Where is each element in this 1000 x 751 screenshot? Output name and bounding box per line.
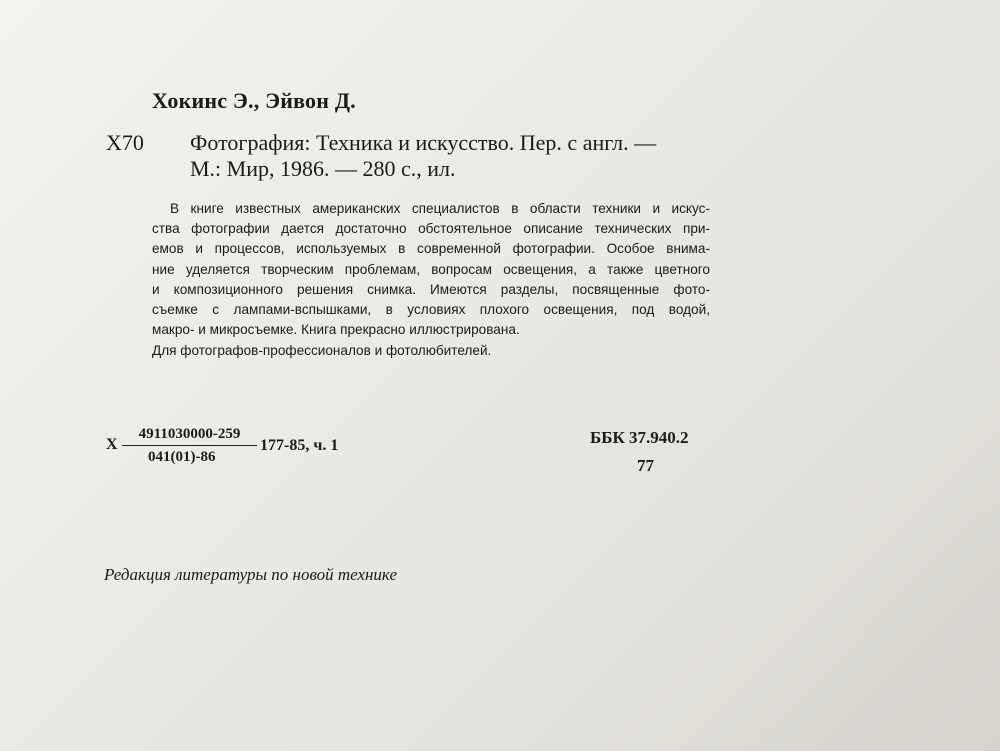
bbk-classification: ББК 37.940.2 [590, 428, 689, 447]
publication-code-denominator: 041(01)-86 [148, 449, 216, 465]
abstract-line: В книге известных американских специалистов в области техники и искус- [170, 201, 710, 216]
bbk-subcode: 77 [637, 456, 654, 475]
publication-code-fraction [122, 426, 257, 466]
publication-code-letter: Х [106, 436, 118, 453]
abstract-line: емов и процессов, используемых в современной фотографии. Особое внима- [152, 241, 710, 257]
abstract-line: ства фотографии дается достаточно обстоятельное описание технических при- [152, 221, 710, 237]
author-line: Хокинс Э., Эйвон Д. [152, 88, 356, 113]
audience-note: Для фотографов-профессионалов и фотолюбителей. [152, 343, 492, 358]
title-line-2: М.: Мир, 1986. — 280 с., ил. [190, 156, 456, 181]
abstract-line: ние уделяется творческим проблемам, вопросам освещения, а также цветного [152, 261, 710, 277]
library-cipher: Х70 [106, 130, 144, 155]
title-line-1: Фотография: Техника и искусство. Пер. с англ. — [190, 130, 657, 155]
abstract-line: и композиционного решения снимка. Имеются разделы, посвященные фото- [152, 281, 710, 297]
publication-order: 177-85, ч. 1 [260, 437, 339, 454]
abstract [152, 199, 710, 340]
editorial-office: Редакция литературы по новой технике [104, 565, 398, 584]
abstract-line: съемке с лампами-вспышками, в условиях плохого освещения, под водой, [152, 302, 710, 318]
publication-code-numerator: 4911030000-259 [122, 426, 257, 446]
abstract-line: макро- и микросъемке. Книга прекрасно иллюстрирована. [152, 322, 520, 338]
